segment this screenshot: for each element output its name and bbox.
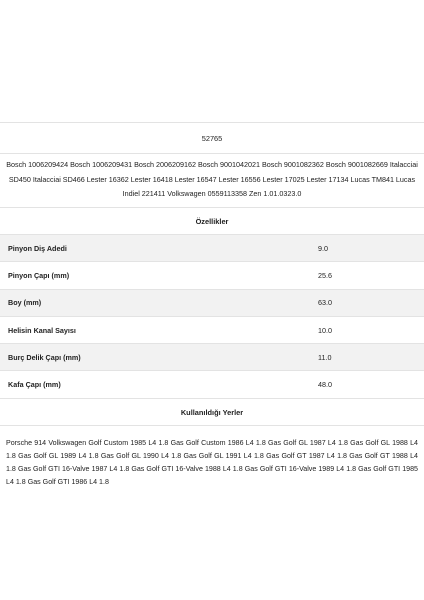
spec-row	[0, 344, 424, 371]
spec-row	[0, 371, 424, 398]
spec-label: Pinyon Çapı (mm)	[8, 270, 70, 280]
spec-row	[0, 235, 424, 262]
spec-label: Helisin Kanal Sayısı	[8, 325, 76, 335]
spec-label: Boy (mm)	[8, 298, 42, 308]
spec-value: 10.0	[318, 325, 332, 335]
part-code: 52765	[0, 123, 424, 154]
spec-value: 9.0	[318, 243, 328, 253]
product-spec-table	[0, 122, 424, 486]
spec-label: Pinyon Diş Adedi	[8, 243, 67, 253]
features-heading: Özellikler	[0, 208, 424, 235]
spec-value: 11.0	[318, 352, 332, 362]
usage-text: Porsche 914 Volkswagen Golf Custom 1985 L4 1.8 Gas Golf Custom 1986 L4 1.8 Gas Golf GL 1987 L4 1.8 Gas Golf GL 1988 L4 1.8 Gas Golf GL 1989 L4 1.8 Gas Golf GL 1990 L4 1.8 Gas Golf GL 1991 L4 1.8 Gas Golf GT 1987 L4 1.8 Gas Golf GT 1988 L4 1.8 Gas Golf GTI 16-Valve 1987 L4 1.8 Gas Golf GTI 16-Valve 1988 L4 1.8 Gas Golf GTI 16-Valve 1989 L4 1.8 Gas Golf GTI 1985 L4 1.8 Gas Golf GTI 1986 L4 1.8	[6, 438, 418, 486]
spec-value: 48.0	[318, 380, 332, 390]
spec-row	[0, 262, 424, 289]
spec-row	[0, 290, 424, 317]
spec-value: 63.0	[318, 298, 332, 308]
spec-value: 25.6	[318, 270, 332, 280]
spec-label: Burç Delik Çapı (mm)	[8, 352, 81, 362]
spec-row	[0, 317, 424, 344]
compatible-codes: Bosch 1006209424 Bosch 1006209431 Bosch 2006209162 Bosch 9001042021 Bosch 9001082362 Bosch 9001082669 Italacciai SD450 Italacciai SD466 Lester 16362 Lester 16418 Lester 16547 Lester 16556 Lester 17025 Lester 17134 Lucas TM841 Lucas Indiel 221411 Volkswagen 0559113358 Zen 1.01.0323.0	[0, 154, 424, 208]
spec-label: Kafa Çapı (mm)	[8, 380, 61, 390]
usage-heading: Kullanıldığı Yerler	[0, 399, 424, 426]
